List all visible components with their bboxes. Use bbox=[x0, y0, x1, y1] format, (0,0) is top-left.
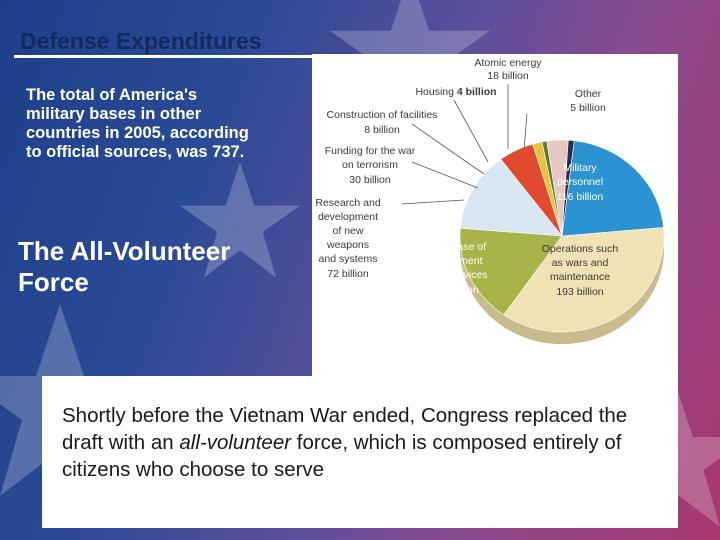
label-military-value: 116 billion bbox=[556, 191, 604, 203]
label-other-value: 5 billion bbox=[570, 102, 606, 114]
label-research-value: 72 billion bbox=[327, 268, 369, 280]
label-research-line4: weapons bbox=[326, 239, 370, 251]
title-underline bbox=[14, 55, 314, 58]
label-terrorism-value: 30 billion bbox=[349, 174, 391, 186]
section-heading: The All-Volunteer Force bbox=[18, 236, 231, 297]
label-other-name: Other bbox=[574, 88, 602, 100]
label-research-line1: Research and bbox=[315, 197, 381, 209]
label-military-line2: personnel bbox=[556, 176, 604, 188]
body-text-box bbox=[42, 376, 678, 528]
label-purchase-line1: Purchase of bbox=[429, 241, 487, 253]
label-construction-name: Construction of facilities bbox=[326, 109, 438, 121]
label-purchase-value: 89 billion bbox=[437, 284, 479, 296]
pie-chart bbox=[312, 54, 678, 376]
label-research-line2: development bbox=[317, 211, 379, 223]
body-text-before: Shortly before the Vietnam War ended, Congress replaced the draft with an bbox=[62, 404, 628, 454]
leader-line-housing bbox=[454, 100, 488, 162]
pie-slices bbox=[460, 140, 664, 332]
body-text-after: force, which is composed entirely of citizens who choose to serve bbox=[62, 431, 622, 481]
label-military-line1: Military bbox=[563, 162, 597, 174]
label-atomic-value: 18 billion bbox=[487, 70, 529, 82]
pie-slice-military-personnel bbox=[562, 141, 664, 236]
slide-title: Defense Expenditures bbox=[20, 28, 262, 54]
leader-line-terrorism bbox=[412, 162, 478, 188]
label-terrorism-line2: on terrorism bbox=[341, 159, 399, 171]
label-purchase-line3: and services bbox=[428, 269, 488, 281]
label-purchase-line2: equipment bbox=[433, 255, 483, 267]
label-operations-line1: Operations such bbox=[541, 243, 619, 255]
label-operations-line2: as wars and bbox=[551, 257, 609, 269]
label-operations-value: 193 billion bbox=[556, 286, 604, 298]
leader-line-other bbox=[524, 114, 527, 150]
body-text-emphasis: all-volunteer bbox=[179, 431, 292, 454]
fact-text: The total of America's military bases in other countries in 2005, according to official sources, was 737. bbox=[26, 86, 249, 161]
label-construction-value: 8 billion bbox=[364, 124, 400, 136]
label-research-line5: and systems bbox=[318, 253, 378, 265]
leader-line-research bbox=[402, 200, 464, 204]
label-terrorism-line1: Funding for the war bbox=[324, 145, 416, 157]
label-operations-line3: maintenance bbox=[549, 271, 611, 283]
pie-chart-panel bbox=[312, 54, 678, 376]
label-housing: Housing 4 billion bbox=[415, 86, 497, 98]
label-atomic-name: Atomic energy bbox=[474, 57, 542, 69]
label-research-line3: of new bbox=[332, 225, 364, 237]
